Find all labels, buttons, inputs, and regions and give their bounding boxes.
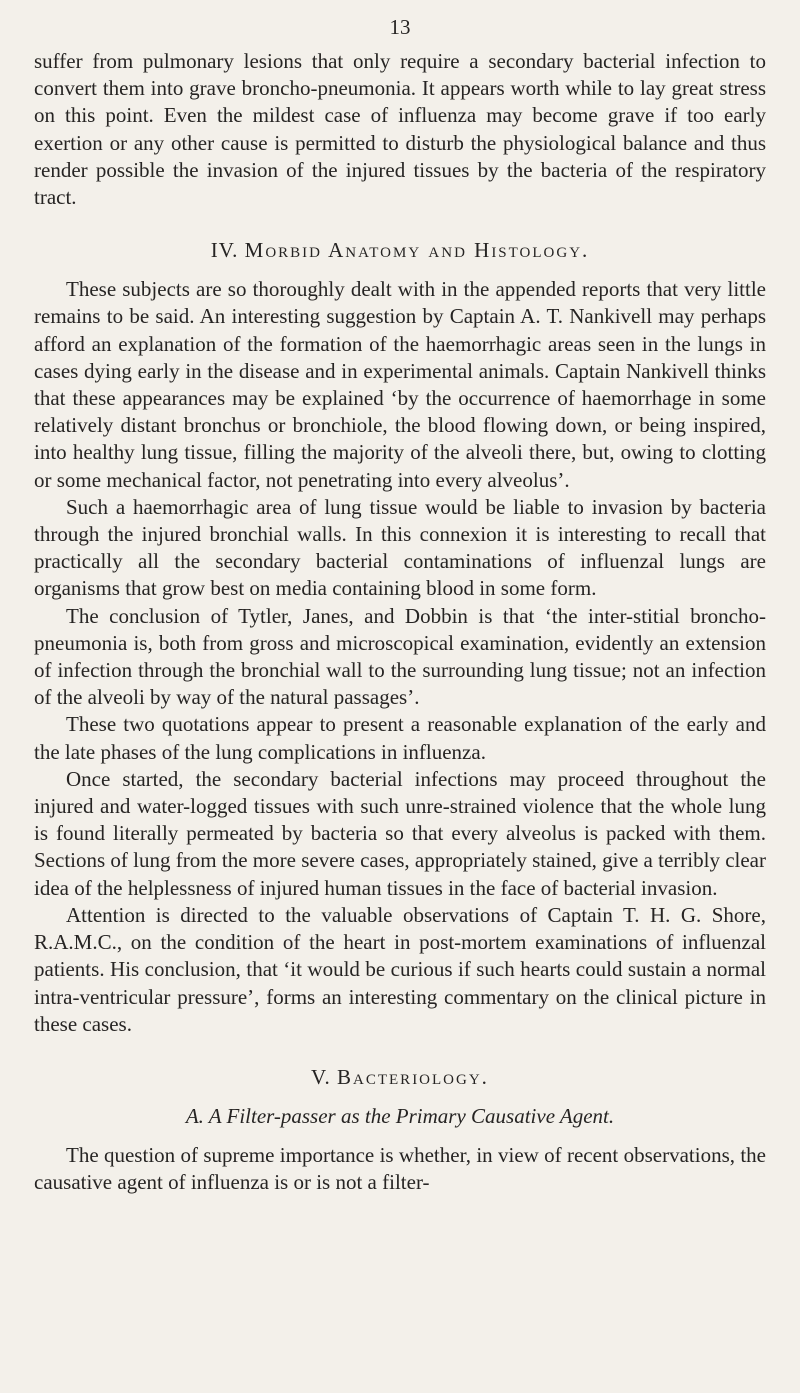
section-iv-paragraph-2: Such a haemorrhagic area of lung tissue would be liable to invasion by bacteria through the injured bronchial walls. In this connexion it is interesting to recall that practically all the secondary bacterial contaminations of influenzal lungs are organisms that grow best on media containing blood in some form. [34, 494, 766, 601]
section-iv-paragraph-5: Once started, the secondary bacterial infections may proceed throughout the injured and water-logged tissues with such unre-strained violence that the whole lung is found literally permeated by bacteria so that every alveolus is packed with them. Sections of lung from the more severe cases, appropriately stained, give a terribly clear idea of the helplessness of injured human tissues in the face of bacterial invasion. [34, 766, 766, 900]
section-iv-paragraph-3: The conclusion of Tytler, Janes, and Dobbin is that ‘the inter-stitial broncho-pneumonia is, both from gross and microscopical examination, evidently an extension of infection through the bronchial wall to the surrounding lung tissue; not an infection of the alveoli by way of the natural passages’. [34, 603, 766, 710]
intro-paragraph: suffer from pulmonary lesions that only require a secondary bacterial infection to convert them into grave broncho-pneumonia. It appears worth while to lay great stress on this point. Even the mildest case of influenza may become grave if too early exertion or any other cause is permitted to disturb the physiological balance and thus render possible the invasion of the injured tissues by the bacteria of the respiratory tract. [34, 49, 766, 210]
section-v-numeral: V. [311, 1064, 331, 1089]
section-iv-paragraph-4: These two quotations appear to present a reasonable explanation of the early and the late phases of the lung complications in influenza. [34, 712, 766, 764]
section-iv-title: Morbid Anatomy and Histology. [244, 238, 590, 263]
section-iv-paragraph-6: Attention is directed to the valuable observations of Captain T. H. G. Shore, R.A.M.C., on the condition of the heart in post-mortem examinations of influenzal patients. His conclusion, that ‘it would be curious if such hearts could sustain a normal intra-ventricular pressure’, forms an interesting commentary on the clinical picture in these cases. [34, 902, 766, 1036]
section-v-title: Bacteriology. [337, 1064, 489, 1089]
section-iv-paragraph-1: These subjects are so thoroughly dealt with in the appended reports that very little remains to be said. An interesting suggestion by Captain A. T. Nankivell may perhaps afford an explanation of the formation of the haemorrhagic areas seen in the lungs in cases dying early in the disease and in experimental animals. Captain Nankivell thinks that these appearances may be explained ‘by the occurrence of haemorrhage in some relatively distant bronchus or bronchiole, the blood flowing down, or being inspired, into healthy lung tissue, filling the majority of the alveoli there, but, owing to clotting or some mechanical factor, not penetrating into every alveolus’. [34, 277, 766, 492]
section-v-subheading: A. A Filter-passer as the Primary Causative Agent. [185, 1103, 615, 1128]
page-number: 13 [389, 15, 411, 39]
section-iv-heading [34, 237, 766, 264]
section-iv-numeral: IV. [210, 238, 239, 263]
section-v-paragraph-1: The question of supreme importance is whether, in view of recent observations, the causative agent of influenza is or is not a filter- [34, 1142, 766, 1195]
section-v-heading [34, 1064, 766, 1091]
